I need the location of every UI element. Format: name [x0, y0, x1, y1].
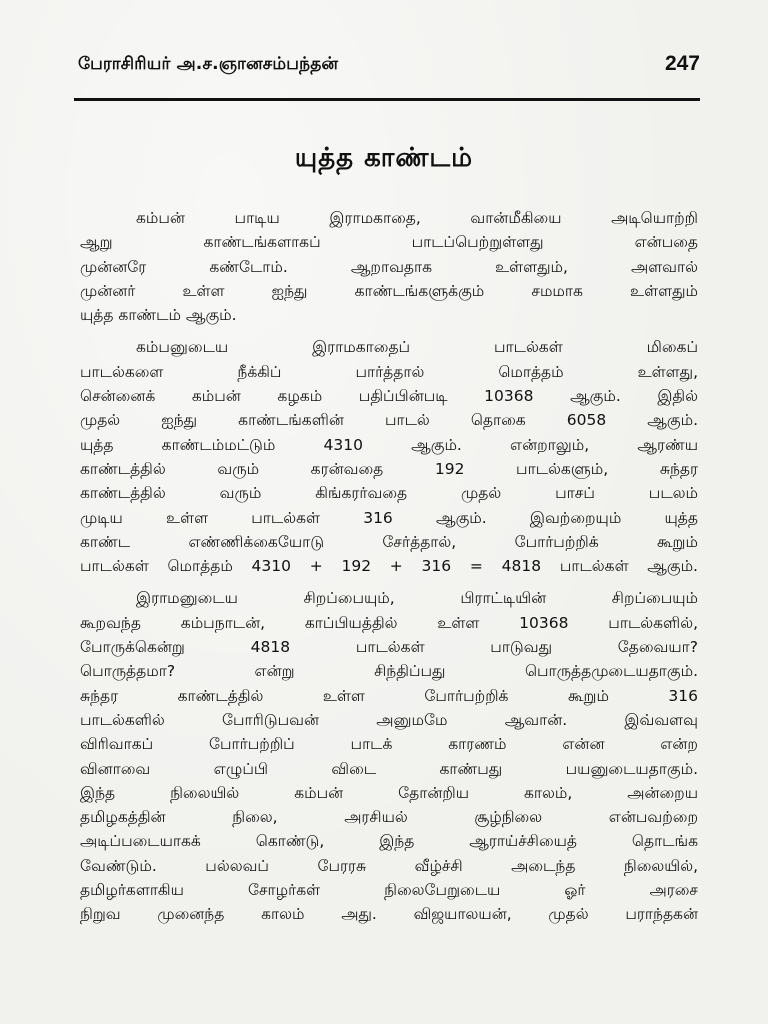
text-line: ஆறு காண்டங்களாகப் பாடப்பெற்றுள்ளது என்பதை	[80, 233, 698, 252]
text-line: காண்டத்தில் வரும் கிங்கரர்வதை முதல் பாசப் படலம்	[80, 484, 698, 503]
text-line: பாடல்கள் மொத்தம் 4310 + 192 + 316 = 4818 பாடல்கள் ஆகும்.	[80, 557, 698, 576]
text-line: வேண்டும். பல்லவப் பேரரசு வீழ்ச்சி அடைந்த நிலையில்,	[80, 856, 698, 875]
text-line: தமிழகத்தின் நிலை, அரசியல் சூழ்நிலை என்பவற்றை	[80, 808, 698, 827]
text-line: காண்ட எண்ணிக்கையோடு சேர்த்தால், போர்பற்றிக் கூறும்	[80, 532, 698, 551]
paragraph-3	[80, 586, 698, 926]
text-line: நிறுவ முனைந்த காலம் அது. விஜயாலயன், முதல் பராந்தகன்	[80, 905, 698, 924]
header-divider	[74, 98, 700, 101]
text-line: இந்த நிலையில் கம்பன் தோன்றிய காலம், அன்றைய	[80, 783, 698, 802]
text-line: சுந்தர காண்டத்தில் உள்ள போர்பற்றிக் கூறும் 316	[80, 686, 698, 705]
text-line: வினாவை எழுப்பி விடை காண்பது பயனுடையதாகும்.	[80, 759, 698, 778]
text-line: கம்பனுடைய இராமகாதைப் பாடல்கள் மிகைப்	[136, 338, 698, 357]
header-author: பேராசிரியர் அ.ச.ஞானசம்பந்தன்	[78, 54, 339, 74]
text-line: பாடல்களை நீக்கிப் பார்த்தால் மொத்தம் உள்ளது,	[80, 362, 698, 381]
text-line: போருக்கென்று 4818 பாடல்கள் பாடுவது தேவையா?	[80, 638, 698, 657]
paragraph-1	[80, 206, 698, 327]
text-line: கூறவந்த கம்பநாடன், காப்பியத்தில் உள்ள 10368 பாடல்களில்,	[80, 613, 698, 632]
text-line: யுத்த காண்டம்மட்டும் 4310 ஆகும். என்றாலும், ஆரண்ய	[80, 435, 698, 454]
body-text	[80, 206, 698, 935]
text-line: விரிவாகப் போர்பற்றிப் பாடக் காரணம் என்ன என்ற	[80, 735, 698, 754]
text-line: பாடல்களில் போரிடுபவன் அனுமமே ஆவான். இவ்வளவு	[80, 710, 698, 729]
running-header	[78, 54, 700, 84]
text-line: சென்னைக் கம்பன் கழகம் பதிப்பின்படி 10368 ஆகும். இதில்	[80, 387, 698, 406]
text-line: பொருத்தமா? என்று சிந்திப்பது பொருத்தமுடையதாகும்.	[80, 662, 698, 681]
text-line: இராமனுடைய சிறப்பையும், பிராட்டியின் சிறப்பையும்	[136, 589, 698, 608]
text-line: முதல் ஐந்து காண்டங்களின் பாடல் தொகை 6058 ஆகும்.	[80, 411, 698, 430]
text-line: காண்டத்தில் வரும் கரன்வதை 192 பாடல்களும், சுந்தர	[80, 459, 698, 478]
text-line: யுத்த காண்டம் ஆகும்.	[80, 306, 237, 325]
text-line: தமிழர்களாகிய சோழர்கள் நிலைபேறுடைய ஓர் அரசை	[80, 881, 698, 900]
text-line: முன்னரே கண்டோம். ஆறாவதாக உள்ளதும், அளவால்	[80, 257, 698, 276]
page-number: 247	[664, 52, 700, 75]
text-line: முன்னர் உள்ள ஐந்து காண்டங்களுக்கும் சமமாக உள்ளதும்	[80, 281, 698, 300]
paragraph-2	[80, 335, 698, 578]
text-line: முடிய உள்ள பாடல்கள் 316 ஆகும். இவற்றையும் யுத்த	[80, 508, 698, 527]
text-line: அடிப்படையாகக் கொண்டு, இந்த ஆராய்ச்சியைத் தொடங்க	[80, 832, 698, 851]
chapter-title: யுத்த காண்டம்	[294, 143, 474, 173]
text-line: கம்பன் பாடிய இராமகாதை, வான்மீகியை அடியொற்றி	[136, 209, 698, 227]
